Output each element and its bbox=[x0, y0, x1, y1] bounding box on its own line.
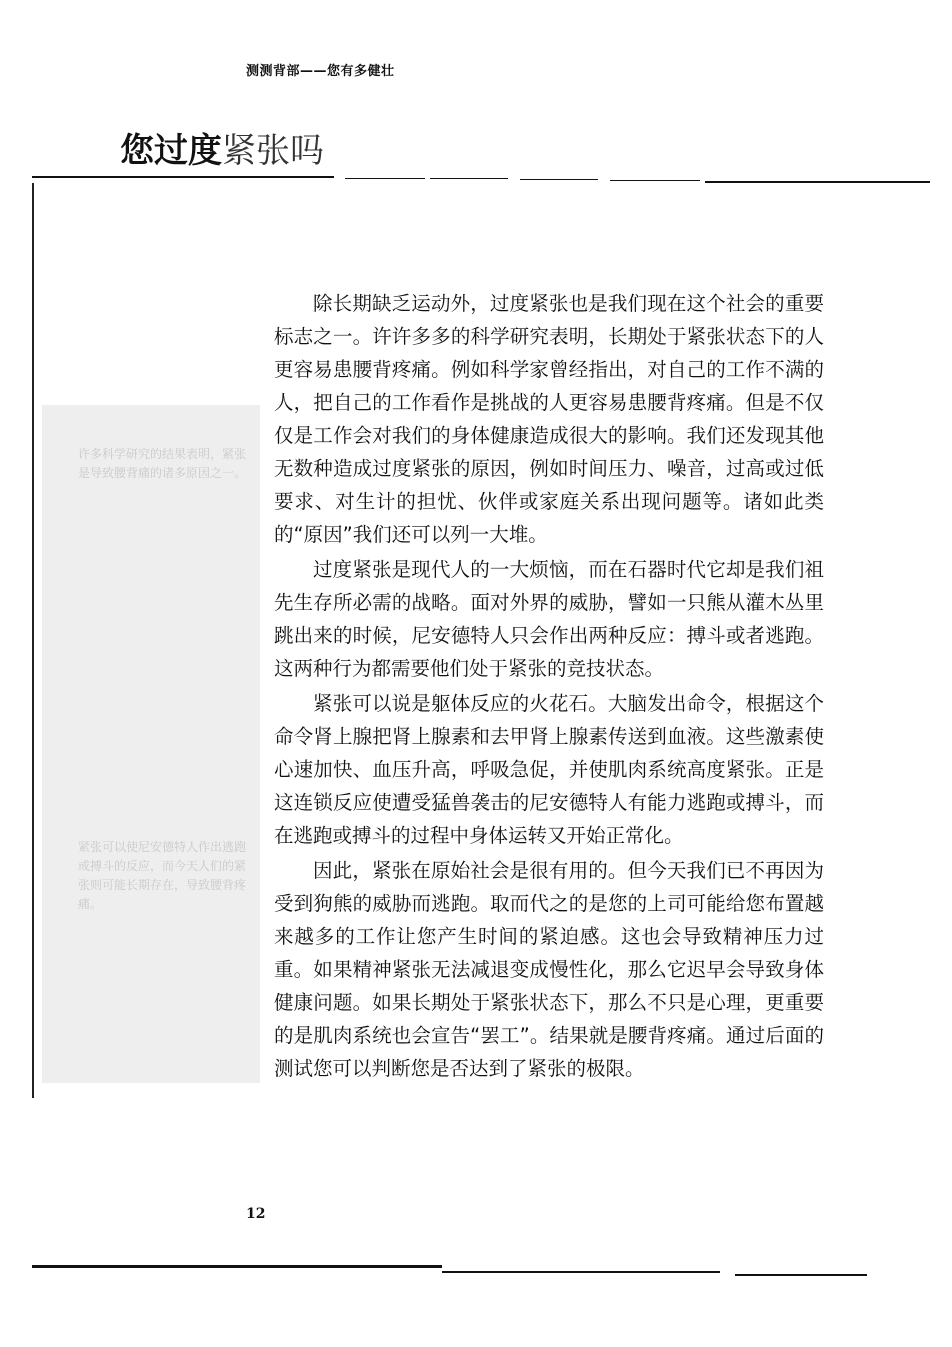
sidebar-note: 紧张可以使尼安德特人作出逃跑或搏斗的反应，而今天人们的紧张则可能长期存在，导致腰背疼痛。 bbox=[78, 840, 247, 911]
article-body bbox=[274, 287, 824, 1087]
paragraph: 过度紧张是现代人的一大烦恼，而在石器时代它却是我们祖先生存所必需的战略。面对外界的威胁，譬如一只熊从灌木丛里跳出来的时候，尼安德特人只会作出两种反应：搏斗或者逃跑。这两种行为都需要他们处于紧张的竞技状态。 bbox=[274, 558, 824, 680]
title-light-part: 紧张吗 bbox=[222, 131, 324, 171]
footer-rule-3 bbox=[735, 1274, 867, 1276]
sidebar-panel bbox=[42, 405, 260, 1083]
paragraph: 紧张可以说是躯体反应的火花石。大脑发出命令，根据这个命令肾上腺把肾上腺素和去甲肾上腺素传送到血液。这些激素使心速加快、血压升高，呼吸急促，并使肌肉系统高度紧张。正是这连锁反应使遭受猛兽袭击的尼安德特人有能力逃跑或搏斗，而在逃跑或搏斗的过程中身体运转又开始正常化。 bbox=[274, 692, 824, 847]
left-margin-rule bbox=[32, 183, 34, 1098]
title-rule-3 bbox=[430, 178, 508, 179]
sidebar-note: 许多科学研究的结果表明，紧张是导致腰背痛的诸多原因之一。 bbox=[78, 447, 247, 480]
page-number: 12 bbox=[246, 1206, 266, 1222]
title-rule-5 bbox=[610, 180, 700, 181]
page-title bbox=[120, 130, 324, 172]
title-rule-1 bbox=[32, 176, 334, 178]
title-bold-part: 您过度 bbox=[120, 131, 222, 171]
paragraph: 除长期缺乏运动外，过度紧张也是我们现在这个社会的重要标志之一。许许多多的科学研究表明，长期处于紧张状态下的人更容易患腰背疼痛。例如科学家曾经指出，对自己的工作不满的人，把自己的工作看作是挑战的人更容易患腰背疼痛。但是不仅仅是工作会对我们的身体健康造成很大的影响。我们还发现其他无数种造成过度紧张的原因，例如时间压力、噪音，过高或过低要求、对生计的担忧、伙伴或家庭关系出现问题等。诸如此类的“原因”我们还可以列一大堆。 bbox=[274, 292, 824, 546]
paragraph: 因此，紧张在原始社会是很有用的。但今天我们已不再因为受到狗熊的威胁而逃跑。取而代之的是您的上司可能给您布置越来越多的工作让您产生时间的紧迫感。这也会导致精神压力过重。如果精神紧张无法减退变成慢性化，那么它迟早会导致身体健康问题。如果长期处于紧张状态下，那么不只是心理，更重要的是肌肉系统也会宣告“罢工”。结果就是腰背疼痛。通过后面的测试您可以判断您是否达到了紧张的极限。 bbox=[274, 859, 824, 1080]
footer-rule-1 bbox=[32, 1265, 442, 1268]
footer-rule-2 bbox=[442, 1271, 720, 1273]
title-rule-2 bbox=[345, 178, 425, 179]
title-rule-6 bbox=[705, 181, 930, 183]
running-header: 测测背部——您有多健壮 bbox=[246, 64, 395, 79]
title-rule-4 bbox=[520, 179, 598, 180]
